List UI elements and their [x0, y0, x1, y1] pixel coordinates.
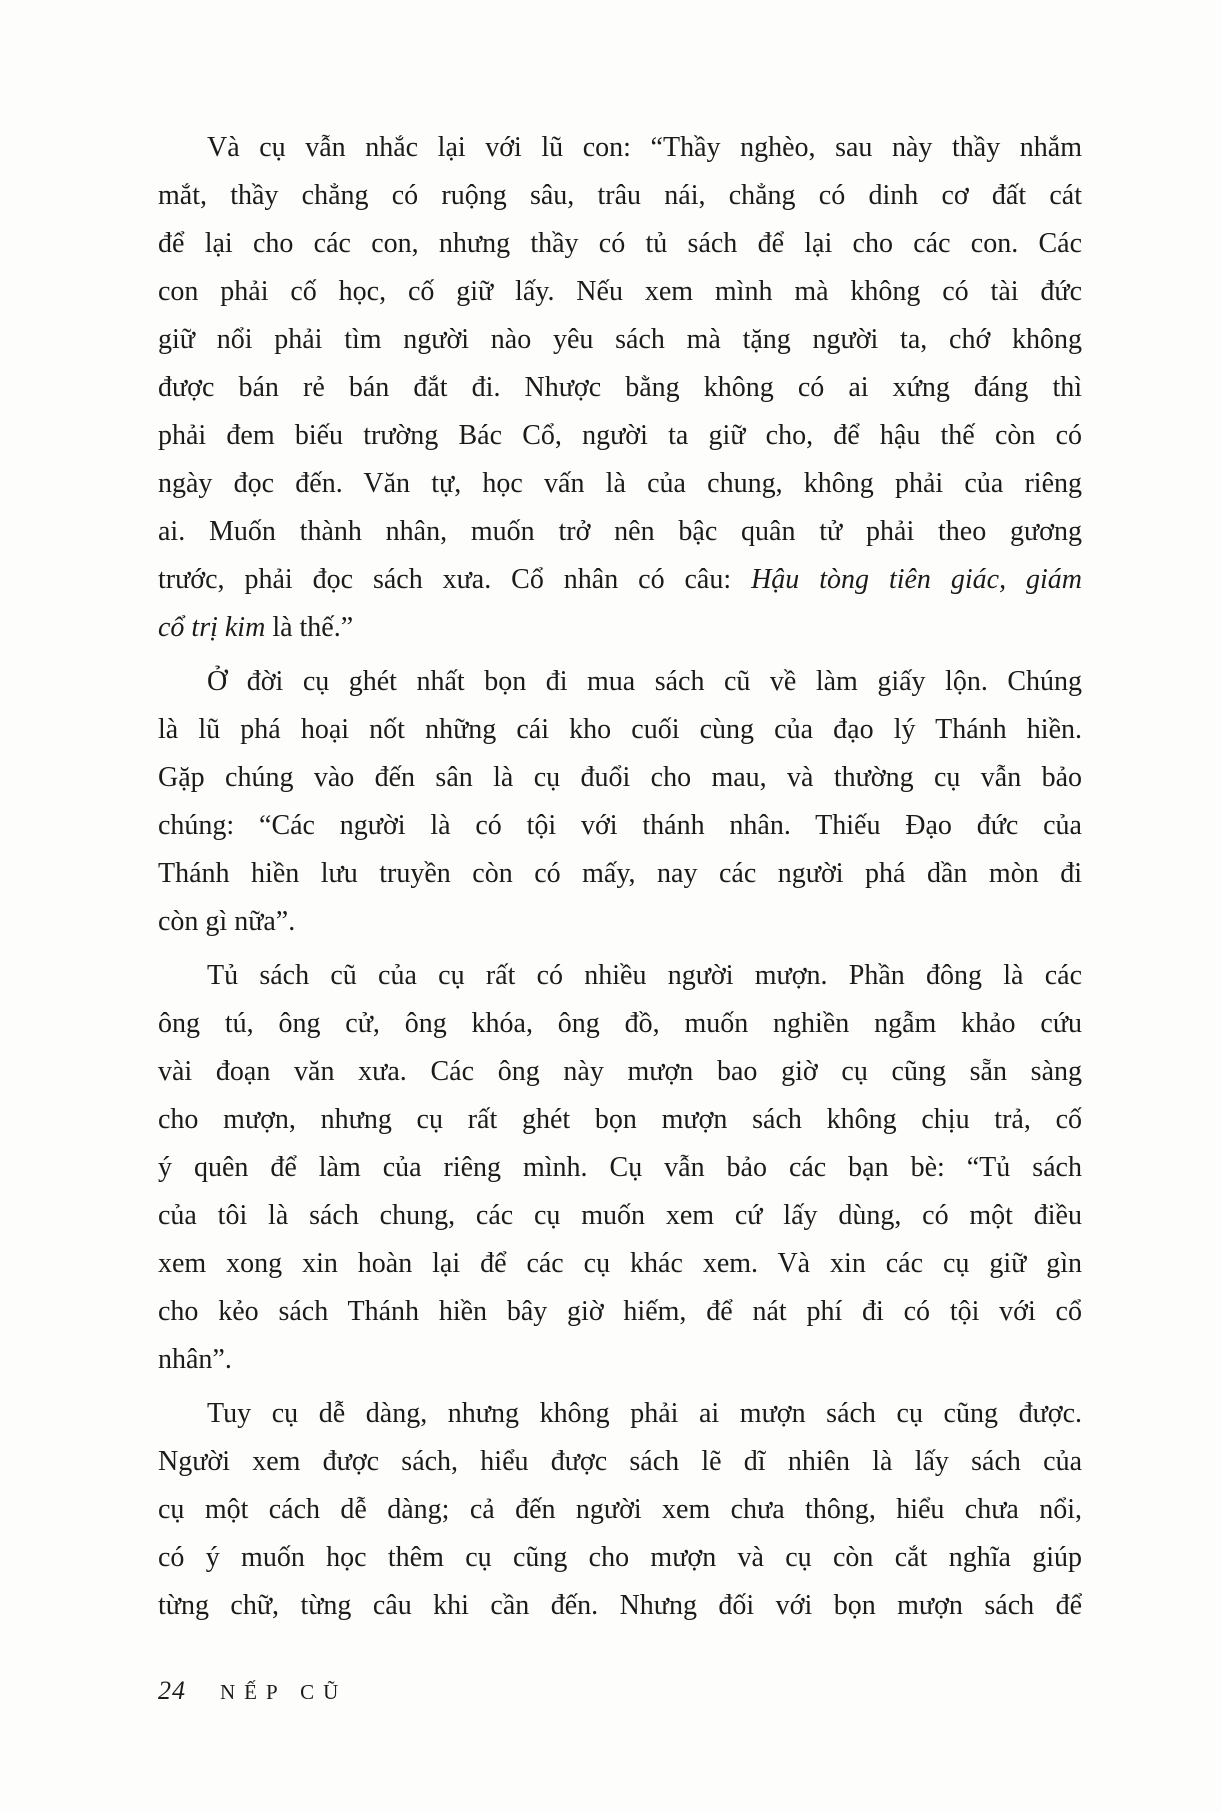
text-run: còn gì nữa”.: [158, 906, 296, 937]
text-line: [158, 952, 1082, 1000]
text-run: của tôi là sách chung, các cụ muốn xem cứ lấy dùng, có một điều: [158, 1200, 1082, 1231]
text-line: [158, 706, 1082, 754]
text-line: [158, 1048, 1082, 1096]
text-line: [158, 508, 1082, 556]
text-run: Ở đời cụ ghét nhất bọn đi mua sách cũ về làm giấy lộn. Chúng: [207, 666, 1082, 697]
text-line: [158, 604, 1082, 652]
text-line: [158, 556, 1082, 604]
text-run: nhân”.: [158, 1344, 232, 1375]
text-run: là thế.”: [265, 612, 354, 643]
paragraph: [158, 1390, 1082, 1630]
text-line: [158, 364, 1082, 412]
text-run: xem xong xin hoàn lại để các cụ khác xem. Và xin các cụ giữ gìn: [158, 1248, 1082, 1279]
text-line: [158, 1000, 1082, 1048]
text-run: giữ nổi phải tìm người nào yêu sách mà tặng người ta, chớ không: [158, 324, 1082, 355]
text-line: [158, 316, 1082, 364]
text-line: [158, 1192, 1082, 1240]
text-line: [158, 898, 1082, 946]
text-run: cụ một cách dễ dàng; cả đến người xem chưa thông, hiểu chưa nổi,: [158, 1494, 1082, 1525]
text-run: để lại cho các con, nhưng thầy có tủ sách để lại cho các con. Các: [158, 228, 1082, 259]
page-footer: [158, 1676, 1082, 1706]
text-line: [158, 172, 1082, 220]
text-run: Thánh hiền lưu truyền còn có mấy, nay các người phá dần mòn đi: [158, 858, 1082, 889]
text-line: [158, 1390, 1082, 1438]
text-run: là lũ phá hoại nốt những cái kho cuối cùng của đạo lý Thánh hiền.: [158, 714, 1082, 745]
text-line: [158, 460, 1082, 508]
text-line: [158, 802, 1082, 850]
text-run: vài đoạn văn xưa. Các ông này mượn bao giờ cụ cũng sẵn sàng: [158, 1056, 1082, 1087]
text-line: [158, 1486, 1082, 1534]
text-run: mắt, thầy chẳng có ruộng sâu, trâu nái, chẳng có dinh cơ đất cát: [158, 180, 1082, 211]
text-line: [158, 658, 1082, 706]
text-run: từng chữ, từng câu khi cần đến. Nhưng đối với bọn mượn sách để: [158, 1590, 1082, 1621]
text-line: [158, 1096, 1082, 1144]
text-line: [158, 412, 1082, 460]
text-run: ai. Muốn thành nhân, muốn trở nên bậc quân tử phải theo gương: [158, 516, 1082, 547]
text-run: con phải cố học, cố giữ lấy. Nếu xem mình mà không có tài đức: [158, 276, 1082, 307]
paragraph: [158, 658, 1082, 946]
text-run: Gặp chúng vào đến sân là cụ đuổi cho mau, và thường cụ vẫn bảo: [158, 762, 1082, 793]
text-run: ý quên để làm của riêng mình. Cụ vẫn bảo các bạn bè: “Tủ sách: [158, 1152, 1082, 1183]
text-run: có ý muốn học thêm cụ cũng cho mượn và cụ còn cắt nghĩa giúp: [158, 1542, 1082, 1573]
text-run: ngày đọc đến. Văn tự, học vấn là của chung, không phải của riêng: [158, 468, 1082, 499]
text-run: được bán rẻ bán đắt đi. Nhược bằng không có ai xứng đáng thì: [158, 372, 1082, 403]
text-line: [158, 1240, 1082, 1288]
text-run: cho kẻo sách Thánh hiền bây giờ hiếm, để nát phí đi có tội với cổ: [158, 1296, 1082, 1327]
italic-text-run: cổ trị kim: [158, 612, 266, 643]
text-run: Và cụ vẫn nhắc lại với lũ con: “Thầy nghèo, sau này thầy nhắm: [207, 132, 1082, 163]
text-run: ông tú, ông cử, ông khóa, ông đồ, muốn nghiền ngẫm khảo cứu: [158, 1008, 1082, 1039]
text-run: cho mượn, nhưng cụ rất ghét bọn mượn sách không chịu trả, cố: [158, 1104, 1082, 1135]
page-text: [158, 124, 1082, 1630]
text-run: phải đem biếu trường Bác Cổ, người ta giữ cho, để hậu thế còn có: [158, 420, 1082, 451]
page-number: 24: [158, 1676, 186, 1705]
text-line: [158, 1582, 1082, 1630]
text-line: [158, 1288, 1082, 1336]
text-run: chúng: “Các người là có tội với thánh nhân. Thiếu Đạo đức của: [158, 810, 1082, 841]
text-run: Tuy cụ dễ dàng, nhưng không phải ai mượn sách cụ cũng được.: [207, 1398, 1082, 1429]
paragraph: [158, 952, 1082, 1384]
text-line: [158, 754, 1082, 802]
text-run: Tủ sách cũ của cụ rất có nhiều người mượn. Phần đông là các: [207, 960, 1082, 991]
text-line: [158, 268, 1082, 316]
text-line: [158, 1438, 1082, 1486]
running-title: NẾP CŨ: [220, 1680, 348, 1704]
text-run: Người xem được sách, hiểu được sách lẽ dĩ nhiên là lấy sách của: [158, 1446, 1082, 1477]
text-line: [158, 1144, 1082, 1192]
text-line: [158, 1534, 1082, 1582]
text-run: trước, phải đọc sách xưa. Cổ nhân có câu:: [158, 564, 752, 595]
text-line: [158, 124, 1082, 172]
italic-text-run: Hậu tòng tiên giác, giám: [751, 564, 1082, 595]
text-line: [158, 220, 1082, 268]
text-line: [158, 1336, 1082, 1384]
paragraph: [158, 124, 1082, 652]
text-line: [158, 850, 1082, 898]
